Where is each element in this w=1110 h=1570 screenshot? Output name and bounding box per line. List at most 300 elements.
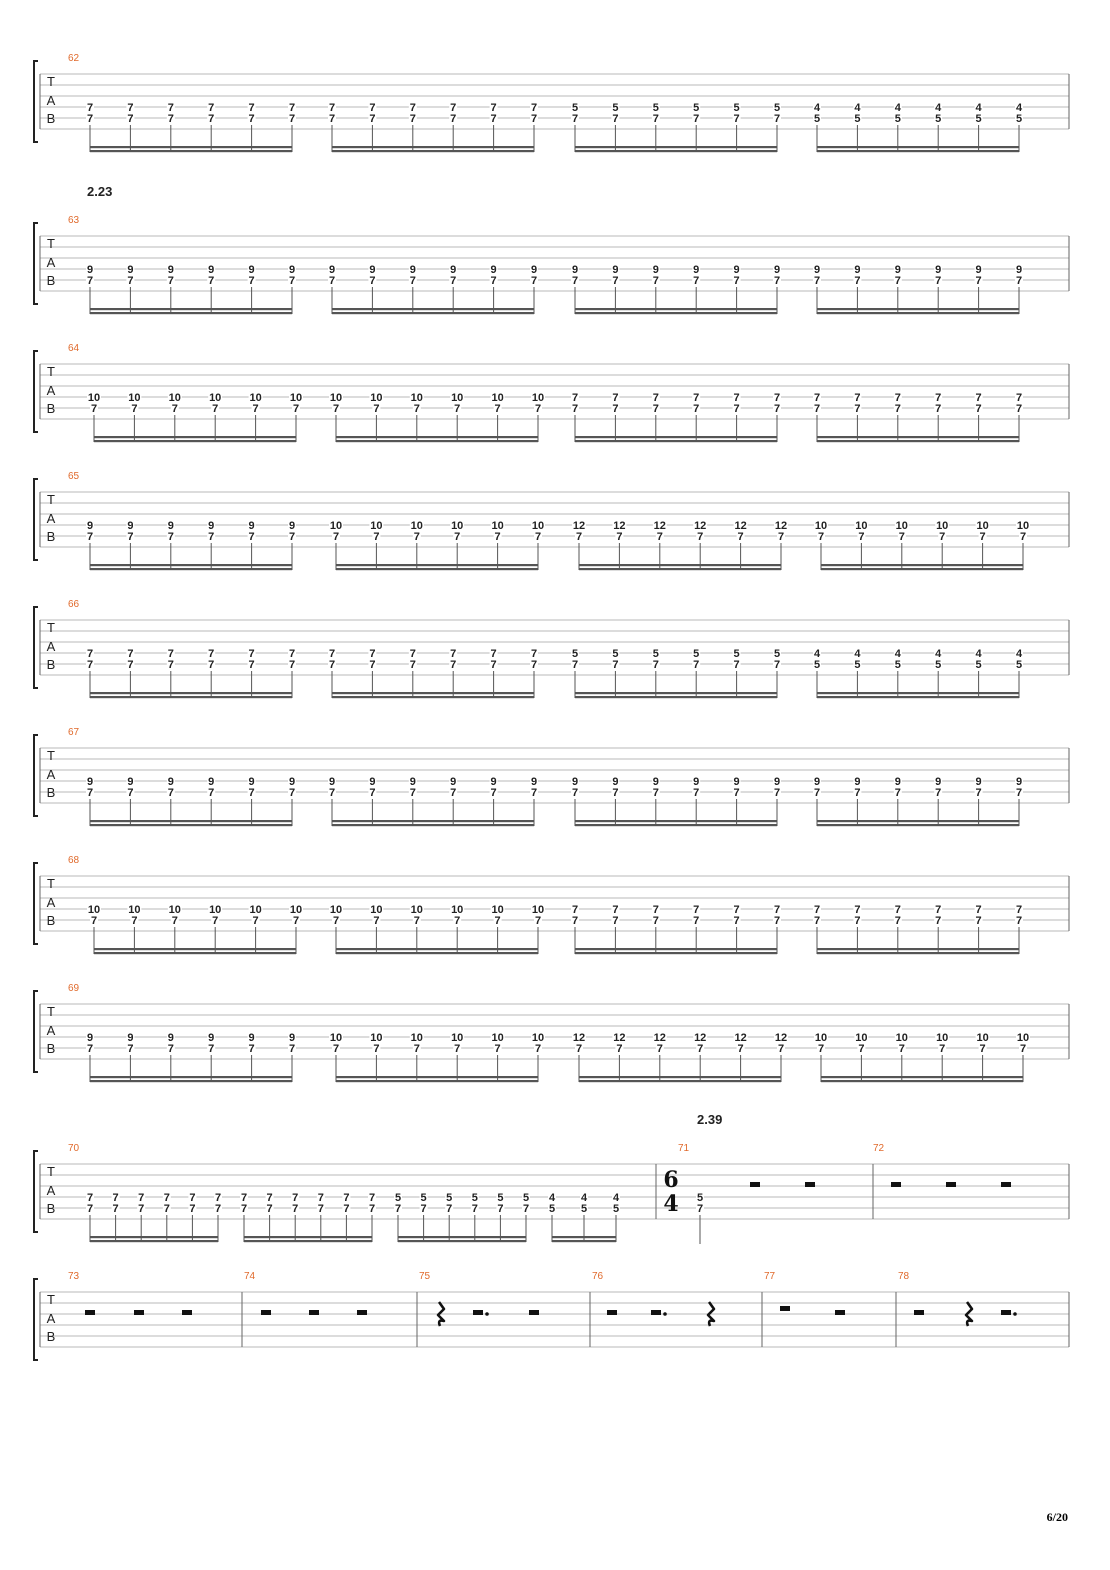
fret-number: 9 bbox=[612, 264, 619, 276]
fret-number: 7 bbox=[530, 787, 538, 799]
measure-number: 77 bbox=[764, 1271, 776, 1282]
fret-number: 4 bbox=[1015, 102, 1023, 114]
fret-number: 9 bbox=[248, 776, 255, 788]
note-beam bbox=[817, 820, 1019, 822]
fret-number: 5 bbox=[733, 102, 740, 114]
fret-number: 7 bbox=[975, 787, 982, 799]
fret-number: 7 bbox=[494, 1043, 501, 1055]
fret-number: 5 bbox=[1015, 113, 1023, 125]
fret-number: 4 bbox=[612, 1192, 620, 1204]
fret-number: 7 bbox=[369, 648, 376, 660]
fret-number: 10 bbox=[128, 392, 141, 404]
rest-dot bbox=[663, 1312, 667, 1316]
tab-letter: B bbox=[46, 401, 56, 416]
fret-number: 7 bbox=[652, 392, 659, 404]
fret-number: 5 bbox=[733, 648, 740, 660]
fret-number: 7 bbox=[127, 648, 134, 660]
measure-number: 70 bbox=[68, 1143, 80, 1154]
tab-letter: T bbox=[47, 876, 55, 891]
note-beam bbox=[817, 312, 1019, 314]
fret-number: 7 bbox=[813, 403, 821, 415]
fret-number: 7 bbox=[240, 1203, 248, 1215]
fret-number: 7 bbox=[616, 531, 623, 543]
fret-number: 5 bbox=[693, 648, 700, 660]
fret-number: 7 bbox=[86, 1203, 94, 1215]
rest-half bbox=[182, 1310, 192, 1315]
fret-number: 7 bbox=[733, 904, 740, 916]
fret-number: 7 bbox=[127, 531, 134, 543]
fret-number: 7 bbox=[454, 1043, 461, 1055]
fret-number: 9 bbox=[773, 264, 781, 276]
note-beam bbox=[575, 150, 777, 152]
tab-letter: T bbox=[47, 620, 55, 635]
fret-number: 7 bbox=[369, 102, 376, 114]
fret-number: 7 bbox=[733, 787, 740, 799]
fret-number: 10 bbox=[491, 904, 504, 916]
tab-letter: B bbox=[46, 785, 56, 800]
rest-half bbox=[1001, 1310, 1011, 1315]
rest-half bbox=[835, 1310, 845, 1315]
fret-number: 7 bbox=[288, 787, 296, 799]
fret-number: 9 bbox=[773, 776, 781, 788]
tab-system bbox=[34, 983, 1069, 1082]
fret-number: 12 bbox=[572, 1032, 586, 1044]
note-beam bbox=[336, 564, 538, 566]
fret-number: 7 bbox=[413, 1043, 420, 1055]
tab-letter: T bbox=[47, 1164, 55, 1179]
note-beam bbox=[821, 568, 1023, 570]
fret-number: 7 bbox=[1015, 275, 1023, 287]
fret-number: 9 bbox=[409, 776, 416, 788]
rest-dot bbox=[485, 1312, 489, 1316]
note-beam bbox=[90, 1236, 218, 1238]
fret-number: 5 bbox=[571, 648, 579, 660]
rest-half bbox=[946, 1182, 956, 1187]
fret-number: 7 bbox=[446, 1203, 453, 1215]
fret-number: 7 bbox=[292, 915, 300, 927]
fret-number: 7 bbox=[894, 915, 901, 927]
fret-number: 7 bbox=[86, 275, 94, 287]
fret-number: 7 bbox=[208, 275, 215, 287]
fret-number: 7 bbox=[898, 1043, 905, 1055]
fret-number: 7 bbox=[612, 904, 619, 916]
fret-number: 7 bbox=[935, 403, 942, 415]
measure-number: 73 bbox=[68, 1271, 80, 1282]
fret-number: 7 bbox=[212, 915, 219, 927]
fret-number: 9 bbox=[490, 776, 497, 788]
fret-number: 7 bbox=[252, 403, 259, 415]
fret-number: 7 bbox=[212, 403, 219, 415]
fret-number: 7 bbox=[394, 1203, 402, 1215]
rest-half bbox=[261, 1310, 271, 1315]
fret-number: 7 bbox=[288, 659, 296, 671]
rest-dot bbox=[1013, 1312, 1017, 1316]
rest-half bbox=[357, 1310, 367, 1315]
fret-number: 7 bbox=[248, 275, 255, 287]
fret-number: 10 bbox=[249, 904, 262, 916]
system-bracket bbox=[34, 1151, 38, 1232]
measure-number: 67 bbox=[68, 727, 80, 738]
note-beam bbox=[817, 948, 1019, 950]
measure-number: 62 bbox=[68, 53, 80, 64]
fret-number: 7 bbox=[733, 113, 740, 125]
time-marker: 2.23 bbox=[87, 184, 113, 199]
note-beam bbox=[575, 696, 777, 698]
fret-number: 10 bbox=[87, 904, 101, 916]
fret-number: 7 bbox=[773, 659, 781, 671]
note-beam bbox=[332, 692, 534, 694]
fret-number: 7 bbox=[571, 915, 579, 927]
fret-number: 10 bbox=[491, 392, 504, 404]
fret-number: 5 bbox=[420, 1192, 427, 1204]
fret-number: 9 bbox=[86, 776, 94, 788]
note-beam bbox=[90, 564, 292, 566]
fret-number: 7 bbox=[697, 531, 704, 543]
fret-number: 7 bbox=[413, 915, 420, 927]
fret-number: 7 bbox=[575, 1043, 583, 1055]
fret-number: 10 bbox=[329, 904, 343, 916]
fret-number: 7 bbox=[652, 915, 659, 927]
tab-system bbox=[34, 855, 1069, 954]
fret-number: 7 bbox=[163, 1203, 170, 1215]
fret-number: 10 bbox=[1016, 520, 1030, 532]
fret-number: 7 bbox=[975, 392, 982, 404]
fret-number: 7 bbox=[167, 275, 174, 287]
fret-number: 10 bbox=[370, 392, 383, 404]
fret-number: 4 bbox=[894, 102, 901, 114]
fret-number: 7 bbox=[266, 1203, 273, 1215]
note-beam bbox=[336, 1080, 538, 1082]
fret-number: 7 bbox=[652, 275, 659, 287]
fret-number: 7 bbox=[450, 113, 457, 125]
fret-number: 10 bbox=[976, 520, 989, 532]
fret-number: 7 bbox=[127, 787, 134, 799]
fret-number: 7 bbox=[490, 648, 497, 660]
note-beam bbox=[579, 1076, 781, 1078]
fret-number: 4 bbox=[854, 648, 861, 660]
fret-number: 7 bbox=[697, 1043, 704, 1055]
fret-number: 7 bbox=[373, 403, 380, 415]
rest-half bbox=[914, 1310, 924, 1315]
fret-number: 7 bbox=[854, 904, 861, 916]
fret-number: 7 bbox=[935, 392, 942, 404]
note-beam bbox=[332, 824, 534, 826]
fret-number: 7 bbox=[317, 1192, 324, 1204]
system-bracket bbox=[34, 479, 38, 560]
note-beam bbox=[575, 440, 777, 442]
fret-number: 5 bbox=[394, 1192, 402, 1204]
fret-number: 9 bbox=[208, 1032, 215, 1044]
fret-number: 5 bbox=[652, 648, 659, 660]
fret-number: 7 bbox=[652, 787, 659, 799]
fret-number: 9 bbox=[86, 264, 94, 276]
fret-number: 7 bbox=[737, 1043, 744, 1055]
fret-number: 9 bbox=[167, 520, 174, 532]
fret-number: 7 bbox=[288, 275, 296, 287]
fret-number: 7 bbox=[813, 392, 821, 404]
fret-number: 10 bbox=[491, 1032, 504, 1044]
fret-number: 7 bbox=[163, 1192, 170, 1204]
fret-number: 7 bbox=[248, 102, 255, 114]
fret-number: 9 bbox=[208, 776, 215, 788]
fret-number: 7 bbox=[167, 531, 174, 543]
fret-number: 7 bbox=[343, 1203, 350, 1215]
measure-number: 66 bbox=[68, 599, 80, 610]
fret-number: 9 bbox=[450, 776, 457, 788]
fret-number: 10 bbox=[531, 1032, 545, 1044]
note-beam bbox=[817, 696, 1019, 698]
fret-number: 5 bbox=[975, 113, 982, 125]
fret-number: 10 bbox=[531, 520, 545, 532]
fret-number: 7 bbox=[208, 1043, 215, 1055]
fret-number: 5 bbox=[813, 659, 821, 671]
fret-number: 12 bbox=[613, 1032, 626, 1044]
fret-number: 4 bbox=[975, 648, 982, 660]
fret-number: 7 bbox=[248, 531, 255, 543]
fret-number: 7 bbox=[854, 392, 861, 404]
fret-number: 7 bbox=[328, 102, 336, 114]
fret-number: 5 bbox=[935, 113, 942, 125]
fret-number: 7 bbox=[90, 403, 98, 415]
fret-number: 4 bbox=[548, 1192, 556, 1204]
fret-number: 4 bbox=[894, 648, 901, 660]
fret-number: 7 bbox=[693, 659, 700, 671]
note-beam bbox=[575, 436, 777, 438]
fret-number: 7 bbox=[494, 403, 501, 415]
fret-number: 7 bbox=[288, 531, 296, 543]
fret-number: 7 bbox=[454, 915, 461, 927]
note-beam bbox=[332, 312, 534, 314]
fret-number: 7 bbox=[571, 787, 579, 799]
note-beam bbox=[575, 952, 777, 954]
fret-number: 7 bbox=[288, 102, 296, 114]
fret-number: 7 bbox=[530, 659, 538, 671]
fret-number: 7 bbox=[450, 102, 457, 114]
measure-number: 75 bbox=[419, 1271, 431, 1282]
fret-number: 4 bbox=[813, 648, 821, 660]
fret-number: 7 bbox=[733, 915, 740, 927]
fret-number: 9 bbox=[894, 776, 901, 788]
fret-number: 9 bbox=[288, 776, 296, 788]
note-beam bbox=[575, 308, 777, 310]
fret-number: 5 bbox=[813, 113, 821, 125]
fret-number: 7 bbox=[409, 659, 416, 671]
fret-number: 7 bbox=[409, 648, 416, 660]
tab-letter: A bbox=[46, 93, 56, 108]
fret-number: 9 bbox=[530, 776, 538, 788]
fret-number: 10 bbox=[370, 1032, 383, 1044]
fret-number: 9 bbox=[1015, 264, 1023, 276]
fret-number: 5 bbox=[471, 1192, 478, 1204]
fret-number: 10 bbox=[936, 1032, 949, 1044]
fret-number: 7 bbox=[652, 403, 659, 415]
fret-number: 10 bbox=[128, 904, 141, 916]
fret-number: 7 bbox=[773, 915, 781, 927]
note-beam bbox=[332, 146, 534, 148]
fret-number: 7 bbox=[813, 787, 821, 799]
fret-number: 7 bbox=[332, 915, 340, 927]
tab-system bbox=[34, 53, 1069, 152]
fret-number: 7 bbox=[693, 113, 700, 125]
measure-number: 65 bbox=[68, 471, 80, 482]
rest-half bbox=[607, 1310, 617, 1315]
fret-number: 9 bbox=[127, 1032, 134, 1044]
fret-number: 10 bbox=[936, 520, 949, 532]
fret-number: 5 bbox=[854, 113, 861, 125]
fret-number: 7 bbox=[612, 113, 619, 125]
fret-number: 7 bbox=[975, 403, 982, 415]
fret-number: 10 bbox=[814, 1032, 828, 1044]
fret-number: 7 bbox=[571, 275, 579, 287]
fret-number: 7 bbox=[112, 1192, 119, 1204]
fret-number: 7 bbox=[813, 275, 821, 287]
fret-number: 12 bbox=[694, 520, 707, 532]
fret-number: 10 bbox=[209, 392, 222, 404]
note-beam bbox=[336, 436, 538, 438]
fret-number: 7 bbox=[979, 531, 986, 543]
rest-half bbox=[651, 1310, 661, 1315]
note-beam bbox=[817, 150, 1019, 152]
measure-number: 74 bbox=[244, 1271, 256, 1282]
fret-number: 7 bbox=[490, 787, 497, 799]
fret-number: 7 bbox=[450, 787, 457, 799]
fret-number: 5 bbox=[894, 113, 901, 125]
fret-number: 7 bbox=[413, 531, 420, 543]
system-bracket bbox=[34, 991, 38, 1072]
tab-system bbox=[34, 599, 1069, 698]
note-beam bbox=[575, 146, 777, 148]
rest-half bbox=[85, 1310, 95, 1315]
fret-number: 7 bbox=[240, 1192, 248, 1204]
fret-number: 7 bbox=[652, 659, 659, 671]
fret-number: 5 bbox=[693, 102, 700, 114]
fret-number: 7 bbox=[90, 915, 98, 927]
fret-number: 7 bbox=[368, 1203, 376, 1215]
tab-letter: B bbox=[46, 273, 56, 288]
fret-number: 7 bbox=[773, 392, 781, 404]
note-beam bbox=[821, 1076, 1023, 1078]
fret-number: 7 bbox=[616, 1043, 623, 1055]
fret-number: 10 bbox=[895, 520, 908, 532]
fret-number: 9 bbox=[167, 1032, 174, 1044]
fret-number: 10 bbox=[451, 392, 464, 404]
fret-number: 12 bbox=[572, 520, 586, 532]
fret-number: 7 bbox=[733, 403, 740, 415]
fret-number: 7 bbox=[413, 403, 420, 415]
note-beam bbox=[398, 1240, 526, 1242]
fret-number: 7 bbox=[317, 1203, 324, 1215]
fret-number: 7 bbox=[777, 531, 785, 543]
fret-number: 7 bbox=[189, 1192, 196, 1204]
fret-number: 9 bbox=[571, 264, 579, 276]
note-beam bbox=[817, 146, 1019, 148]
system-bracket bbox=[34, 607, 38, 688]
fret-number: 5 bbox=[854, 659, 861, 671]
fret-number: 7 bbox=[208, 787, 215, 799]
fret-number: 10 bbox=[976, 1032, 989, 1044]
fret-number: 9 bbox=[208, 264, 215, 276]
fret-number: 7 bbox=[530, 113, 538, 125]
fret-number: 7 bbox=[131, 915, 138, 927]
fret-number: 9 bbox=[167, 264, 174, 276]
fret-number: 10 bbox=[451, 520, 464, 532]
fret-number: 7 bbox=[167, 787, 174, 799]
note-beam bbox=[94, 952, 296, 954]
fret-number: 9 bbox=[248, 1032, 255, 1044]
system-bracket bbox=[34, 223, 38, 304]
note-beam bbox=[94, 436, 296, 438]
tab-letter: B bbox=[46, 1329, 56, 1344]
fret-number: 10 bbox=[855, 1032, 868, 1044]
fret-number: 7 bbox=[854, 403, 861, 415]
fret-number: 7 bbox=[652, 904, 659, 916]
note-beam bbox=[90, 824, 292, 826]
fret-number: 10 bbox=[531, 392, 545, 404]
page-number: 6/20 bbox=[1046, 1510, 1068, 1524]
fret-number: 7 bbox=[534, 403, 542, 415]
fret-number: 10 bbox=[370, 904, 383, 916]
fret-number: 7 bbox=[571, 392, 579, 404]
tab-system bbox=[34, 184, 1069, 314]
fret-number: 10 bbox=[370, 520, 383, 532]
fret-number: 9 bbox=[450, 264, 457, 276]
rest-half bbox=[473, 1310, 483, 1315]
measure-number: 78 bbox=[898, 1271, 910, 1282]
fret-number: 7 bbox=[975, 275, 982, 287]
note-beam bbox=[817, 440, 1019, 442]
fret-number: 9 bbox=[369, 776, 376, 788]
fret-number: 7 bbox=[167, 113, 174, 125]
fret-number: 7 bbox=[777, 1043, 785, 1055]
fret-number: 5 bbox=[1015, 659, 1023, 671]
fret-number: 7 bbox=[571, 113, 579, 125]
fret-number: 7 bbox=[737, 531, 744, 543]
note-beam bbox=[90, 692, 292, 694]
fret-number: 9 bbox=[733, 776, 740, 788]
fret-number: 7 bbox=[454, 531, 461, 543]
note-beam bbox=[90, 1240, 218, 1242]
fret-number: 12 bbox=[653, 1032, 666, 1044]
fret-number: 10 bbox=[410, 520, 423, 532]
fret-number: 7 bbox=[167, 102, 174, 114]
fret-number: 7 bbox=[894, 275, 901, 287]
fret-number: 10 bbox=[451, 1032, 464, 1044]
note-beam bbox=[332, 696, 534, 698]
fret-number: 7 bbox=[935, 904, 942, 916]
fret-number: 7 bbox=[454, 403, 461, 415]
fret-number: 7 bbox=[656, 531, 663, 543]
fret-number: 7 bbox=[208, 102, 215, 114]
fret-number: 7 bbox=[127, 102, 134, 114]
tab-letter: A bbox=[46, 383, 56, 398]
time-signature-top: 6 bbox=[663, 1167, 679, 1193]
fret-number: 7 bbox=[935, 915, 942, 927]
fret-number: 4 bbox=[813, 102, 821, 114]
note-beam bbox=[90, 1080, 292, 1082]
fret-number: 7 bbox=[171, 915, 178, 927]
fret-number: 7 bbox=[167, 648, 174, 660]
fret-number: 9 bbox=[248, 520, 255, 532]
fret-number: 7 bbox=[208, 648, 215, 660]
fret-number: 7 bbox=[248, 1043, 255, 1055]
fret-number: 10 bbox=[410, 1032, 423, 1044]
fret-number: 10 bbox=[410, 904, 423, 916]
fret-number: 7 bbox=[693, 403, 700, 415]
fret-number: 5 bbox=[580, 1203, 588, 1215]
fret-number: 7 bbox=[858, 531, 865, 543]
fret-number: 7 bbox=[693, 392, 700, 404]
note-beam bbox=[90, 312, 292, 314]
